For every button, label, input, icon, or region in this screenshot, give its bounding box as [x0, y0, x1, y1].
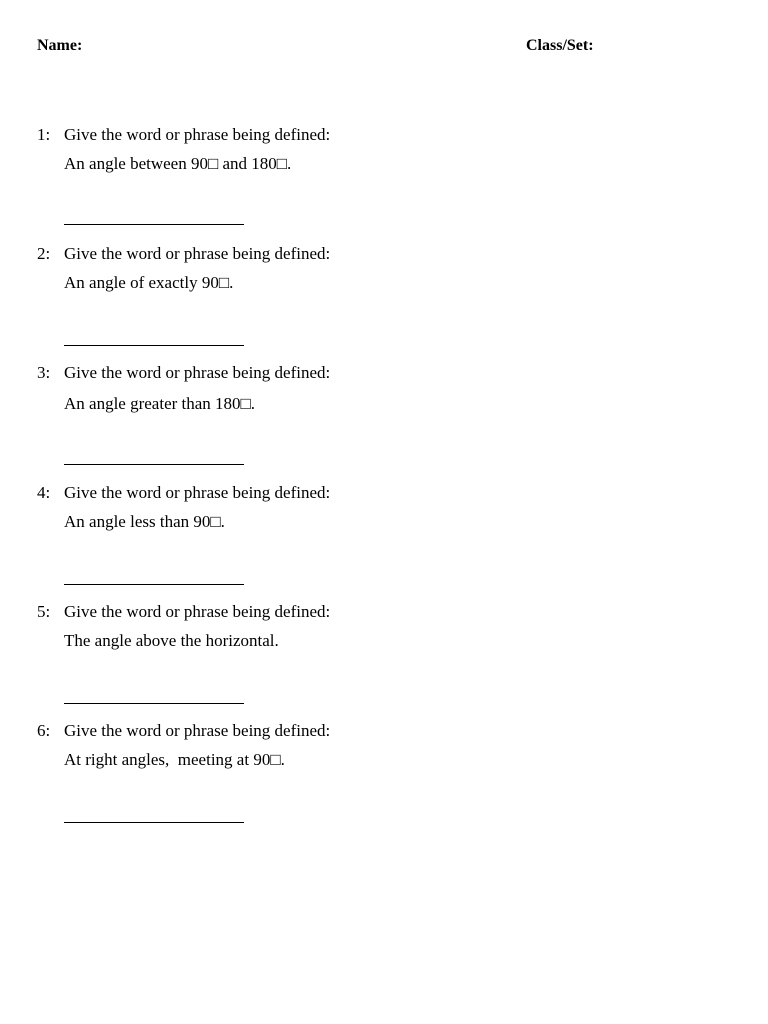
question-3: [37, 362, 717, 472]
question-definition: An angle of exactly 90□.: [64, 273, 234, 292]
question-2: [37, 243, 717, 353]
question-definition: An angle between 90□ and 180□.: [64, 154, 292, 173]
answer-blank[interactable]: [64, 584, 244, 585]
question-prompt: Give the word or phrase being defined:: [64, 602, 331, 621]
question-definition: An angle less than 90□.: [64, 512, 225, 531]
answer-blank[interactable]: [64, 224, 244, 225]
question-number: 5:: [37, 602, 51, 621]
question-prompt: Give the word or phrase being defined:: [64, 125, 331, 144]
question-1: [37, 124, 717, 234]
question-number: 1:: [37, 125, 51, 144]
question-6: [37, 720, 717, 830]
question-number: 3:: [37, 363, 51, 382]
question-4: [37, 482, 717, 592]
question-prompt: Give the word or phrase being defined:: [64, 363, 331, 382]
question-prompt: Give the word or phrase being defined:: [64, 483, 331, 502]
question-5: [37, 601, 717, 711]
question-prompt: Give the word or phrase being defined:: [64, 721, 331, 740]
answer-blank[interactable]: [64, 464, 244, 465]
question-definition: The angle above the horizontal.: [64, 631, 279, 650]
question-prompt: Give the word or phrase being defined:: [64, 244, 331, 263]
answer-blank[interactable]: [64, 345, 244, 346]
name-label: Name:: [37, 37, 83, 54]
question-number: 4:: [37, 483, 51, 502]
answer-blank[interactable]: [64, 822, 244, 823]
class-set-label: Class/Set:: [526, 37, 594, 54]
question-definition: An angle greater than 180□.: [64, 394, 256, 413]
question-number: 6:: [37, 721, 51, 740]
answer-blank[interactable]: [64, 703, 244, 704]
question-definition: At right angles, meeting at 90□.: [64, 750, 285, 769]
question-number: 2:: [37, 244, 51, 263]
